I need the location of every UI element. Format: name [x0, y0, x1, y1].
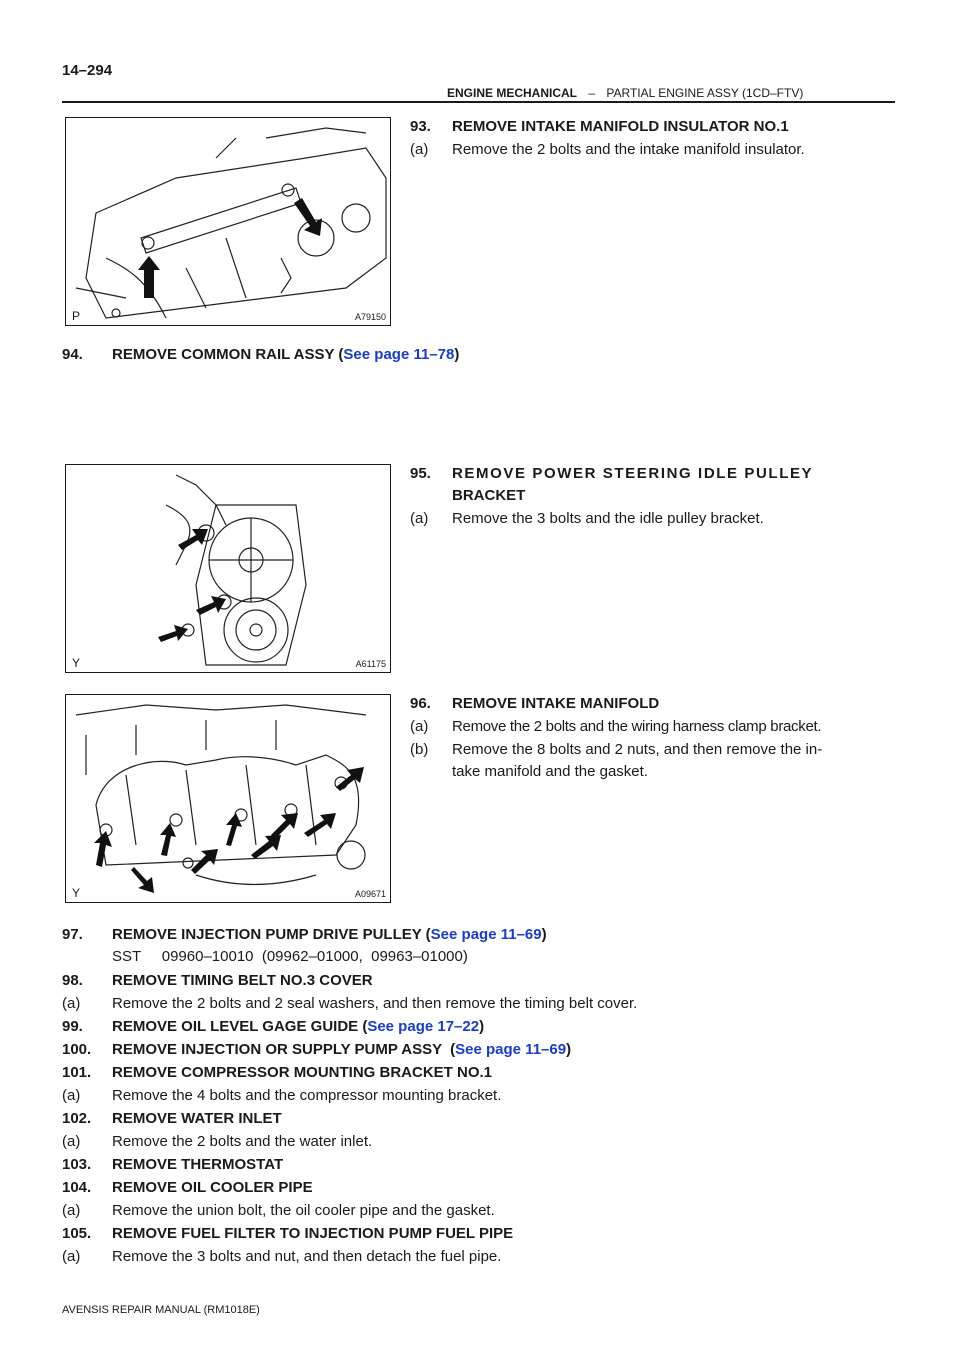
step-title: REMOVE FUEL FILTER TO INJECTION PUMP FUEL PIPE	[112, 1225, 514, 1242]
step-95-a	[410, 509, 764, 529]
sub-text: Remove the 8 bolts and 2 nuts, and then remove the in-	[452, 741, 823, 758]
step-98-a	[62, 994, 637, 1014]
see-page-link[interactable]: See page 11–69	[430, 926, 542, 943]
sub-label: (a)	[62, 1248, 81, 1265]
step-93-a	[410, 140, 805, 160]
sub-label: (b)	[410, 741, 429, 758]
sub-text: Remove the 2 bolts and 2 seal washers, and then remove the timing belt cover.	[112, 995, 638, 1012]
step-number: 94.	[62, 346, 83, 363]
paren-close: )	[566, 1041, 572, 1058]
figure-letter: Y	[72, 656, 81, 670]
step-number: 104.	[62, 1179, 92, 1196]
header-rule	[62, 101, 895, 103]
step-100-heading	[62, 1040, 571, 1060]
see-page-link[interactable]: See page 11–78	[343, 346, 455, 363]
step-102-a	[62, 1132, 372, 1152]
paren-close: )	[454, 346, 460, 363]
sub-text: Remove the 3 bolts and nut, and then detach the fuel pipe.	[112, 1248, 502, 1265]
step-number: 105.	[62, 1225, 92, 1242]
header-section: ENGINE MECHANICAL	[447, 86, 578, 100]
step-number: 98.	[62, 972, 83, 989]
paren-close: )	[541, 926, 547, 943]
step-97-heading	[62, 925, 547, 945]
step-93-heading	[410, 117, 789, 137]
step-number: 93.	[410, 118, 431, 135]
step-number: 96.	[410, 695, 431, 712]
step-title: REMOVE INTAKE MANIFOLD	[452, 695, 660, 712]
figure-intake-insulator	[65, 117, 391, 326]
figure-code: A09671	[354, 889, 386, 899]
step-104-a	[62, 1201, 495, 1221]
step-96-b	[410, 740, 822, 760]
step-97-sst: SST 09960–10010 (09962–01000, 09963–01000)	[112, 948, 468, 965]
step-99-heading	[62, 1017, 484, 1037]
step-number: 102.	[62, 1110, 92, 1127]
step-title: REMOVE INJECTION PUMP DRIVE PULLEY (	[112, 926, 431, 943]
step-title: REMOVE OIL COOLER PIPE	[112, 1179, 313, 1196]
sub-label: (a)	[62, 1087, 81, 1104]
step-105-heading	[62, 1224, 513, 1244]
step-94-heading	[62, 345, 459, 365]
step-number: 97.	[62, 926, 83, 943]
sub-label: (a)	[62, 995, 81, 1012]
step-title: REMOVE WATER INLET	[112, 1110, 282, 1127]
figure-code: A79150	[354, 312, 386, 322]
step-96-a	[410, 717, 821, 737]
sub-label: (a)	[62, 1133, 81, 1150]
step-101-a	[62, 1086, 501, 1106]
step-number: 100.	[62, 1041, 92, 1058]
sub-text: Remove the 4 bolts and the compressor mounting bracket.	[112, 1087, 502, 1104]
step-98-heading	[62, 971, 373, 991]
step-title: REMOVE POWER STEERING IDLE PULLEY	[452, 465, 814, 482]
header-separator: –	[588, 86, 596, 100]
step-title: REMOVE COMMON RAIL ASSY (	[112, 346, 344, 363]
engine-illustration	[66, 118, 390, 325]
step-title: REMOVE THERMOSTAT	[112, 1156, 284, 1173]
figure-letter: P	[72, 309, 81, 323]
step-102-heading	[62, 1109, 282, 1129]
sub-text: Remove the union bolt, the oil cooler pipe and the gasket.	[112, 1202, 495, 1219]
sub-text: Remove the 2 bolts and the wiring harness clamp bracket.	[452, 718, 822, 735]
page-number: 14–294	[62, 62, 113, 79]
paren-close: )	[479, 1018, 485, 1035]
sub-text: Remove the 2 bolts and the water inlet.	[112, 1133, 373, 1150]
figure-idle-pulley-bracket	[65, 464, 391, 673]
step-101-heading	[62, 1063, 492, 1083]
header-subsection: PARTIAL ENGINE ASSY (1CD–FTV)	[606, 86, 804, 100]
step-number: 99.	[62, 1018, 83, 1035]
footer-manual-id: AVENSIS REPAIR MANUAL (RM1018E)	[62, 1304, 260, 1316]
see-page-link[interactable]: See page 11–69	[455, 1041, 567, 1058]
step-title: REMOVE INTAKE MANIFOLD INSULATOR NO.1	[452, 118, 789, 135]
step-95-heading-cont: BRACKET	[452, 487, 526, 504]
step-96-heading	[410, 694, 659, 714]
sub-label: (a)	[410, 141, 429, 158]
figure-intake-manifold	[65, 694, 391, 903]
sub-text: Remove the 2 bolts and the intake manifold insulator.	[452, 141, 805, 158]
step-title: REMOVE INJECTION OR SUPPLY PUMP ASSY (	[112, 1041, 456, 1058]
sub-label: (a)	[410, 718, 429, 735]
pulley-illustration	[66, 465, 390, 672]
step-number: 101.	[62, 1064, 92, 1081]
step-number: 103.	[62, 1156, 92, 1173]
step-104-heading	[62, 1178, 313, 1198]
running-header	[447, 86, 803, 100]
step-105-a	[62, 1247, 501, 1267]
figure-letter: Y	[72, 886, 81, 900]
sub-text: Remove the 3 bolts and the idle pulley bracket.	[452, 510, 764, 527]
step-title: REMOVE TIMING BELT NO.3 COVER	[112, 972, 373, 989]
sub-label: (a)	[410, 510, 429, 527]
see-page-link[interactable]: See page 17–22	[367, 1018, 480, 1035]
step-number: 95.	[410, 465, 431, 482]
step-title: REMOVE COMPRESSOR MOUNTING BRACKET NO.1	[112, 1064, 493, 1081]
manifold-illustration	[66, 695, 390, 902]
sub-label: (a)	[62, 1202, 81, 1219]
step-95-heading	[410, 464, 813, 484]
step-96-b-cont: take manifold and the gasket.	[452, 763, 648, 780]
step-103-heading	[62, 1155, 283, 1175]
figure-code: A61175	[355, 659, 386, 669]
step-title: REMOVE OIL LEVEL GAGE GUIDE (	[112, 1018, 368, 1035]
